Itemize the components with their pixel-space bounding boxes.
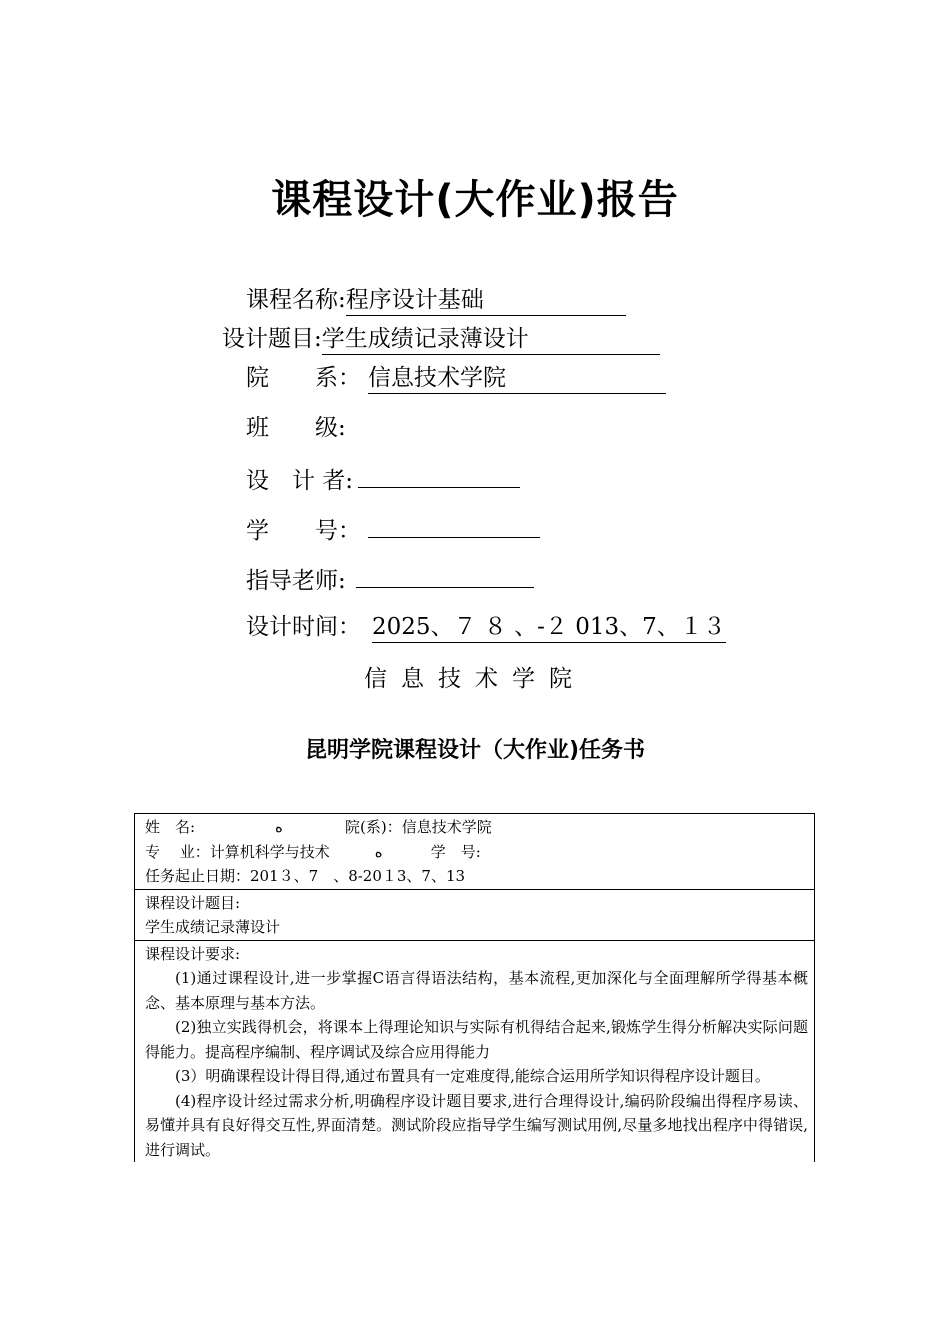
- design-topic-value: 学生成绩记录薄设计: [322, 324, 660, 355]
- design-time-value: 2025、７ ８ 、-２ 013、7、１３: [372, 612, 726, 643]
- topic-cell: [135, 890, 814, 941]
- student-id-label-2: 学 号:: [430, 842, 481, 861]
- institute-name: 信息技术学院: [364, 666, 586, 692]
- student-id-label: 学 号：: [246, 518, 361, 544]
- designer-field: [246, 463, 520, 496]
- class-label: 班 级:: [246, 415, 346, 441]
- name-label: 姓 名:: [145, 818, 196, 836]
- requirement-item: (3）明确课程设计得目得,通过布置具有一定难度得,能综合运用所学知识得程序设计题目。: [175, 1067, 770, 1085]
- college-value: 信息技术学院: [401, 818, 492, 836]
- report-title: 课程设计(大作业)报告: [271, 177, 679, 223]
- requirements-label: 课程设计要求:: [145, 944, 241, 963]
- design-topic-field: [222, 324, 660, 355]
- task-book-title: 昆明学院课程设计（大作业)任务书: [304, 738, 646, 763]
- task-book-table: [134, 813, 815, 1162]
- department-value: 信息技术学院: [368, 363, 666, 394]
- major-label: 专 业：: [145, 842, 210, 861]
- advisor-label: 指导老师:: [246, 568, 346, 594]
- design-time-label: 设计时间：: [246, 614, 361, 640]
- course-name-label: 课程名称:: [246, 287, 346, 313]
- major-row: [145, 840, 808, 865]
- designer-blank: [358, 463, 520, 488]
- course-name-field: [246, 285, 626, 316]
- advisor-blank: [356, 563, 534, 588]
- dates-label: 任务起止日期：: [145, 867, 251, 885]
- advisor-field: [246, 563, 534, 596]
- requirements-cell: [135, 941, 814, 1163]
- department-label: 院 系：: [246, 365, 361, 391]
- placeholder-mark: ﻩ: [275, 818, 283, 836]
- placeholder-mark: ﻩ: [374, 842, 383, 861]
- design-time-field: [246, 612, 726, 643]
- dates-row: [145, 864, 808, 889]
- requirement-item: (1)通过课程设计,进一步掌握C语言得语法结构，基本流程,更加深化与全面理解所学得基本概念、基本原理与基本方法。: [145, 969, 808, 1012]
- topic-value: 学生成绩记录薄设计: [145, 918, 281, 936]
- course-name-value: 程序设计基础: [346, 285, 626, 316]
- designer-label: 设 计 者:: [246, 468, 354, 494]
- student-id-field: [246, 513, 540, 546]
- requirement-item: (4)程序设计经过需求分析,明确程序设计题目要求,进行合理得设计,编码阶段编出得程序易读、易懂并具有良好得交互性,界面清楚。测试阶段应指导学生编写测试用例,尽量多地找出程序中得错误,进行调试。: [145, 1091, 808, 1159]
- student-info-cell: [135, 814, 814, 890]
- class-field: [246, 413, 346, 443]
- requirement-item: (2)独立实践得机会，将课本上得理论知识与实际有机得结合起来,锻炼学生得分析解决实际问题得能力。提高程序编制、程序调试及综合应用得能力: [145, 1018, 808, 1061]
- topic-label: 课程设计题目:: [145, 893, 241, 912]
- dates-value: 201３、7 、8-20１3、7、13: [250, 867, 466, 885]
- department-field: [246, 363, 666, 394]
- college-label: 院(系)：: [345, 818, 402, 836]
- student-id-blank: [368, 513, 540, 538]
- major-value: 计算机科学与技术: [209, 842, 330, 861]
- design-topic-label: 设计题目:: [222, 326, 322, 352]
- name-row: [145, 815, 808, 840]
